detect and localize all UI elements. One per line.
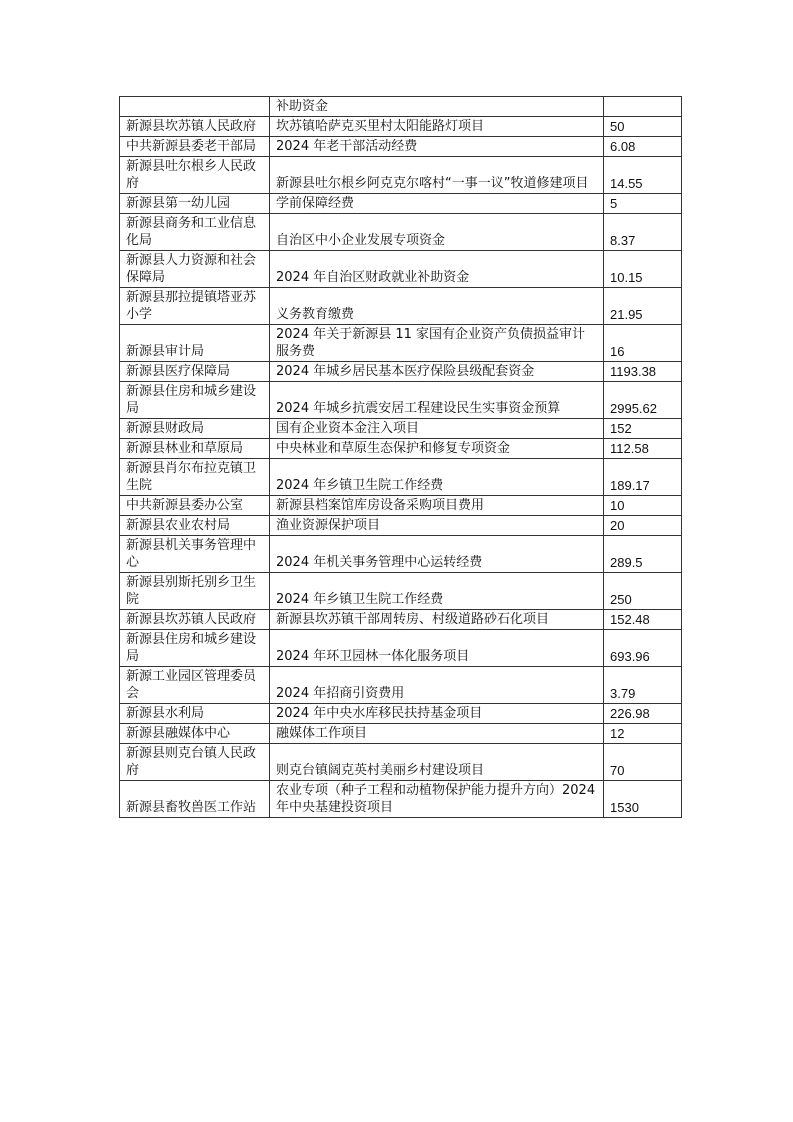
table-row xyxy=(120,630,682,667)
amount-cell: 226.98 xyxy=(604,704,682,724)
org-cell: 新源县农业农村局 xyxy=(120,516,270,536)
amount-cell: 70 xyxy=(604,744,682,781)
org-cell: 新源县畜牧兽医工作站 xyxy=(120,781,270,818)
org-cell: 新源县那拉提镇塔亚苏小学 xyxy=(120,288,270,325)
item-cell: 融媒体工作项目 xyxy=(270,724,604,744)
amount-cell: 3.79 xyxy=(604,667,682,704)
amount-cell: 16 xyxy=(604,325,682,362)
item-cell: 自治区中小企业发展专项资金 xyxy=(270,214,604,251)
table-row xyxy=(120,137,682,157)
table-row xyxy=(120,781,682,818)
item-cell: 2024 年乡镇卫生院工作经费 xyxy=(270,459,604,496)
item-cell: 国有企业资本金注入项目 xyxy=(270,419,604,439)
table-row xyxy=(120,214,682,251)
item-cell: 2024 年关于新源县 11 家国有企业资产负债损益审计服务费 xyxy=(270,325,604,362)
table-row xyxy=(120,419,682,439)
item-cell: 则克台镇阔克英村美丽乡村建设项目 xyxy=(270,744,604,781)
budget-table-body xyxy=(120,97,682,818)
table-row xyxy=(120,97,682,117)
item-cell: 新源县吐尔根乡阿克克尔喀村“一事一议”牧道修建项目 xyxy=(270,157,604,194)
amount-cell: 21.95 xyxy=(604,288,682,325)
table-row xyxy=(120,382,682,419)
table-row xyxy=(120,610,682,630)
item-cell: 渔业资源保护项目 xyxy=(270,516,604,536)
org-cell: 新源县融媒体中心 xyxy=(120,724,270,744)
org-cell: 新源县坎苏镇人民政府 xyxy=(120,117,270,137)
amount-cell: 1530 xyxy=(604,781,682,818)
item-cell: 2024 年乡镇卫生院工作经费 xyxy=(270,573,604,610)
org-cell: 新源县机关事务管理中心 xyxy=(120,536,270,573)
table-row xyxy=(120,288,682,325)
amount-cell: 189.17 xyxy=(604,459,682,496)
amount-cell: 14.55 xyxy=(604,157,682,194)
item-cell: 新源县坎苏镇干部周转房、村级道路砂石化项目 xyxy=(270,610,604,630)
amount-cell: 289.5 xyxy=(604,536,682,573)
org-cell: 中共新源县委办公室 xyxy=(120,496,270,516)
org-cell: 新源县林业和草原局 xyxy=(120,439,270,459)
budget-table xyxy=(119,96,682,818)
org-cell: 新源县则克台镇人民政府 xyxy=(120,744,270,781)
org-cell: 新源县人力资源和社会保障局 xyxy=(120,251,270,288)
item-cell: 2024 年老干部活动经费 xyxy=(270,137,604,157)
item-cell: 农业专项（种子工程和动植物保护能力提升方向）2024 年中央基建投资项目 xyxy=(270,781,604,818)
table-row xyxy=(120,459,682,496)
item-cell: 2024 年城乡居民基本医疗保险县级配套资金 xyxy=(270,362,604,382)
table-row xyxy=(120,516,682,536)
org-cell: 中共新源县委老干部局 xyxy=(120,137,270,157)
amount-cell: 693.96 xyxy=(604,630,682,667)
table-row xyxy=(120,704,682,724)
table-row xyxy=(120,251,682,288)
amount-cell: 5 xyxy=(604,194,682,214)
org-cell: 新源县坎苏镇人民政府 xyxy=(120,610,270,630)
amount-cell: 12 xyxy=(604,724,682,744)
amount-cell: 250 xyxy=(604,573,682,610)
table-row xyxy=(120,157,682,194)
table-row xyxy=(120,194,682,214)
org-cell: 新源县第一幼儿园 xyxy=(120,194,270,214)
table-row xyxy=(120,744,682,781)
org-cell: 新源县水利局 xyxy=(120,704,270,724)
table-row xyxy=(120,724,682,744)
org-cell: 新源县审计局 xyxy=(120,325,270,362)
amount-cell: 10 xyxy=(604,496,682,516)
org-cell: 新源县住房和城乡建设局 xyxy=(120,630,270,667)
item-cell: 补助资金 xyxy=(270,97,604,117)
table-row xyxy=(120,325,682,362)
org-cell: 新源县肖尔布拉克镇卫生院 xyxy=(120,459,270,496)
item-cell: 新源县档案馆库房设备采购项目费用 xyxy=(270,496,604,516)
item-cell: 2024 年环卫园林一体化服务项目 xyxy=(270,630,604,667)
table-row xyxy=(120,117,682,137)
org-cell: 新源工业园区管理委员会 xyxy=(120,667,270,704)
amount-cell xyxy=(604,97,682,117)
org-cell: 新源县商务和工业信息化局 xyxy=(120,214,270,251)
table-row xyxy=(120,667,682,704)
amount-cell: 1193.38 xyxy=(604,362,682,382)
item-cell: 2024 年中央水库移民扶持基金项目 xyxy=(270,704,604,724)
table-row xyxy=(120,496,682,516)
org-cell: 新源县医疗保障局 xyxy=(120,362,270,382)
item-cell: 中央林业和草原生态保护和修复专项资金 xyxy=(270,439,604,459)
table-row xyxy=(120,362,682,382)
amount-cell: 152.48 xyxy=(604,610,682,630)
amount-cell: 20 xyxy=(604,516,682,536)
org-cell: 新源县吐尔根乡人民政府 xyxy=(120,157,270,194)
amount-cell: 8.37 xyxy=(604,214,682,251)
amount-cell: 152 xyxy=(604,419,682,439)
item-cell: 学前保障经费 xyxy=(270,194,604,214)
item-cell: 2024 年自治区财政就业补助资金 xyxy=(270,251,604,288)
item-cell: 2024 年招商引资费用 xyxy=(270,667,604,704)
amount-cell: 50 xyxy=(604,117,682,137)
item-cell: 2024 年机关事务管理中心运转经费 xyxy=(270,536,604,573)
item-cell: 坎苏镇哈萨克买里村太阳能路灯项目 xyxy=(270,117,604,137)
org-cell: 新源县住房和城乡建设局 xyxy=(120,382,270,419)
org-cell: 新源县财政局 xyxy=(120,419,270,439)
item-cell: 2024 年城乡抗震安居工程建设民生实事资金预算 xyxy=(270,382,604,419)
org-cell: 新源县别斯托别乡卫生院 xyxy=(120,573,270,610)
amount-cell: 6.08 xyxy=(604,137,682,157)
table-row xyxy=(120,536,682,573)
table-row xyxy=(120,573,682,610)
amount-cell: 10.15 xyxy=(604,251,682,288)
amount-cell: 2995.62 xyxy=(604,382,682,419)
amount-cell: 112.58 xyxy=(604,439,682,459)
org-cell xyxy=(120,97,270,117)
table-row xyxy=(120,439,682,459)
item-cell: 义务教育缴费 xyxy=(270,288,604,325)
